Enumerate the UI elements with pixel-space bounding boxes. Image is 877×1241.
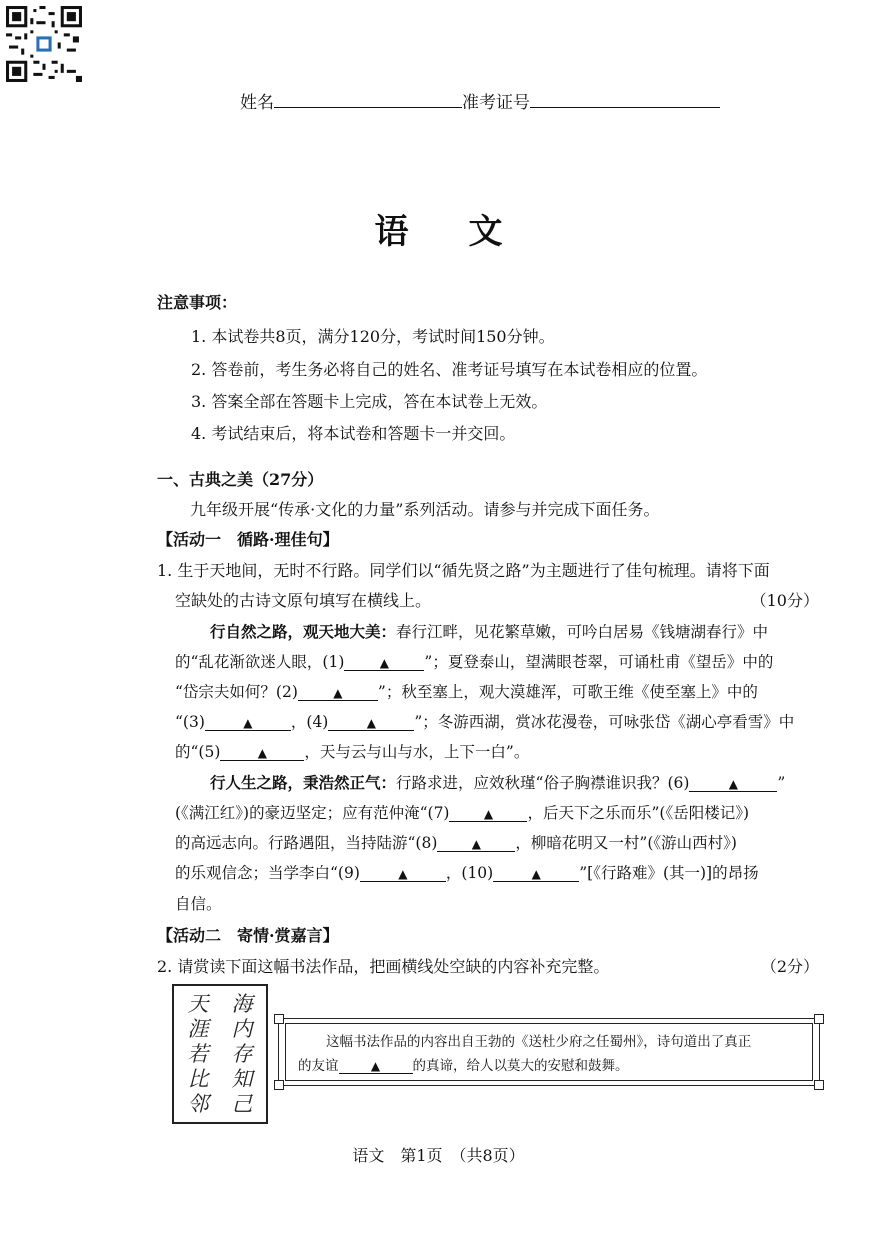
note-item: 1. 本试卷共8页，满分120分，考试时间150分钟。 xyxy=(191,327,555,346)
q1-para1-line5 xyxy=(175,740,529,762)
para-heading: 行人生之路，秉浩然正气： xyxy=(210,773,397,792)
para-text: ” xyxy=(777,774,786,792)
q1-score: （10分） xyxy=(750,591,819,610)
calligraphy-char: 知 xyxy=(231,1067,253,1091)
para-text: 行路求进，应效秋瑾“俗子胸襟谁识我？(6) xyxy=(396,774,690,792)
para-text: 的乐观信念；当学李白“(9) xyxy=(175,864,360,882)
calligraphy-char: 存 xyxy=(231,1042,253,1066)
q1-para1-line3 xyxy=(175,680,758,702)
para-text: 的高远志向。行路遇阻，当持陆游“(8) xyxy=(175,834,438,852)
q2-stem: 2. 请赏读下面这幅书法作品，把画横线处空缺的内容补充完整。 xyxy=(157,957,610,976)
box-line xyxy=(298,1054,800,1078)
para-text: 春行江畔，见花繁草嫩，可吟白居易《钱塘湖春行》中 xyxy=(396,623,769,641)
blank-4[interactable]: ▲ xyxy=(328,716,414,731)
para-text: (《满江红》)的豪迈坚定；应有范仲淹“(7) xyxy=(175,804,450,822)
q2-framed-box xyxy=(278,1018,820,1086)
q1-para2-line5: 自信。 xyxy=(175,895,222,913)
blank-2[interactable]: ▲ xyxy=(298,686,378,701)
blank-9[interactable]: ▲ xyxy=(360,867,446,882)
para-heading: 行自然之路，观天地大美： xyxy=(210,622,397,641)
q1-para1-line4 xyxy=(175,710,794,732)
para-text: “(3) xyxy=(175,713,205,731)
exam-id-field[interactable] xyxy=(530,95,720,108)
name-field[interactable] xyxy=(274,95,462,108)
blank-6[interactable]: ▲ xyxy=(689,777,777,792)
note-item: 3. 答案全部在答题卡上完成，答在本试卷上无效。 xyxy=(191,392,548,411)
para-text: ”；冬游西湖，赏冰花漫卷，可咏张岱《湖心亭看雪》中 xyxy=(414,713,795,731)
box-line: 这幅书法作品的内容出自王勃的《送杜少府之任蜀州》，诗句道出了真正 xyxy=(326,1034,752,1050)
frame-corner xyxy=(274,1080,284,1090)
calligraphy-char: 内 xyxy=(231,1017,253,1041)
calligraphy-char: 涯 xyxy=(187,1017,209,1041)
calligraphy-artwork xyxy=(172,984,268,1124)
calligraphy-char: 比 xyxy=(187,1067,209,1091)
para-text: ，(10) xyxy=(445,864,494,882)
calligraphy-char: 天 xyxy=(187,992,209,1016)
activity-heading: 【活动二 寄情·赏嘉言】 xyxy=(157,926,339,945)
activity-heading: 【活动一 循路·理佳句】 xyxy=(157,530,339,549)
q1-stem-line2: 空缺处的古诗文原句填写在横线上。 xyxy=(175,591,432,610)
q1-para2-line4 xyxy=(175,861,759,883)
note-item: 4. 考试结束后，将本试卷和答题卡一并交回。 xyxy=(191,424,516,443)
para-text: ，天与云与山与水，上下一白”。 xyxy=(304,743,530,761)
calligraphy-char: 己 xyxy=(231,1092,253,1116)
frame-corner xyxy=(814,1080,824,1090)
page-title: 语文 xyxy=(374,212,563,252)
para-text: “岱宗夫如何？(2) xyxy=(175,683,298,701)
q1-para2-line3 xyxy=(175,831,737,853)
notes-heading: 注意事项： xyxy=(157,293,238,312)
qr-code xyxy=(6,6,82,82)
q1-para1-line1 xyxy=(210,620,768,642)
blank-3[interactable]: ▲ xyxy=(205,716,291,731)
calligraphy-char: 若 xyxy=(187,1042,209,1066)
q1-para2-line1 xyxy=(210,771,785,793)
para-text: ”；秋至塞上，观大漠雄浑，可歌王维《使至塞上》中的 xyxy=(377,683,758,701)
calligraphy-char: 海 xyxy=(231,992,253,1016)
frame-corner xyxy=(274,1014,284,1024)
section-heading: 一、古典之美（27分） xyxy=(157,470,324,489)
para-text: ，柳暗花明又一村”(《游山西村》) xyxy=(515,834,737,852)
page-footer: 语文 第1页 （共8页） xyxy=(352,1146,525,1165)
blank-5[interactable]: ▲ xyxy=(220,746,304,761)
para-text: ，(4) xyxy=(290,713,329,731)
frame-corner xyxy=(814,1014,824,1024)
blank-10[interactable]: ▲ xyxy=(493,867,579,882)
q1-para2-line2 xyxy=(175,801,749,823)
box-text: 的友谊 xyxy=(298,1058,339,1074)
para-text: ”；夏登泰山，望满眼苍翠，可诵杜甫《望岳》中的 xyxy=(424,653,774,671)
para-text: ”[《行路难》(其一)]的昂扬 xyxy=(579,864,759,882)
calligraphy-column-left xyxy=(180,992,216,1117)
section-intro: 九年级开展“传承·文化的力量”系列活动。请参与并完成下面任务。 xyxy=(190,500,660,519)
box-text: 的真谛，给人以莫大的安慰和鼓舞。 xyxy=(412,1058,629,1074)
blank-8[interactable]: ▲ xyxy=(437,837,515,852)
blank-q2[interactable]: ▲ xyxy=(339,1059,413,1074)
calligraphy-char: 邻 xyxy=(187,1092,209,1116)
blank-7[interactable]: ▲ xyxy=(449,807,527,822)
blank-1[interactable]: ▲ xyxy=(344,656,424,671)
q2-score: （2分） xyxy=(760,957,819,976)
candidate-info-row xyxy=(240,88,720,113)
q1-stem-line1: 1. 生于天地间，无时不行路。同学们以“循先贤之路”为主题进行了佳句梳理。请将下面 xyxy=(157,561,770,580)
name-label: 姓名 xyxy=(240,93,274,113)
para-text: ，后天下之乐而乐”(《岳阳楼记》) xyxy=(527,804,750,822)
note-item: 2. 答卷前，考生务必将自己的姓名、准考证号填写在本试卷相应的位置。 xyxy=(191,360,708,379)
q2-framed-text xyxy=(285,1023,813,1081)
q1-para1-line2 xyxy=(175,650,773,672)
para-text: 的“乱花渐欲迷人眼，(1) xyxy=(175,653,345,671)
para-text: 的“(5) xyxy=(175,743,221,761)
exam-id-label: 准考证号 xyxy=(462,93,530,113)
calligraphy-column-right xyxy=(224,992,260,1117)
